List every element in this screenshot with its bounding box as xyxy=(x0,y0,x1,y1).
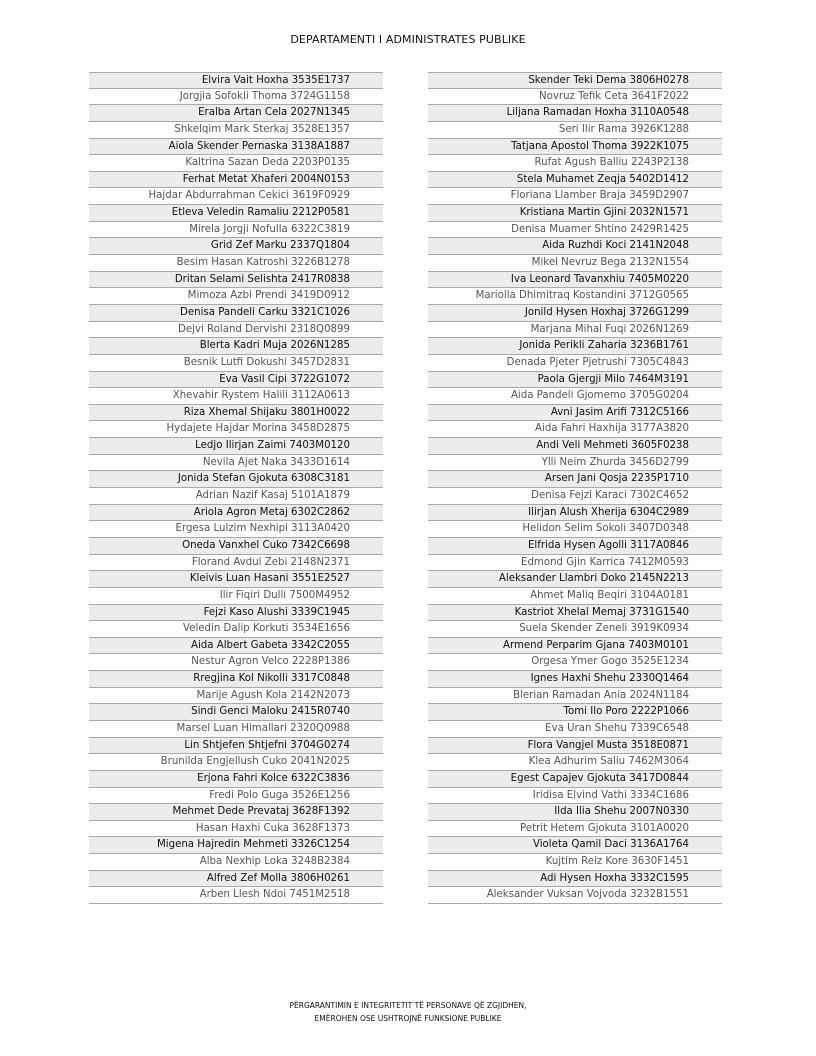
list-item: Rregjina Kol Nikolli 3317C0848 xyxy=(89,671,383,688)
list-item: Dritan Selami Selishta 2417R0838 xyxy=(89,272,383,289)
list-item: Xhevahir Rystem Halili 3112A0613 xyxy=(89,388,383,405)
footer-line-1: PËRGARANTIMIN E INTEGRITETIT TË PERSONAVE QË ZGJIDHEN, xyxy=(289,1001,527,1010)
list-item: Stela Muhamet Zeqja 5402D1412 xyxy=(428,172,722,189)
list-item: Andi Veli Mehmeti 3605F0238 xyxy=(428,438,722,455)
list-item: Besim Hasan Katroshi 3226B1278 xyxy=(89,255,383,272)
list-item: Alba Nexhip Loka 3248B2384 xyxy=(89,854,383,871)
list-item: Blerta Kadri Muja 2026N1285 xyxy=(89,338,383,355)
list-item: Denisa Fejzi Karaci 7302C4652 xyxy=(428,488,722,505)
list-item: Denisa Pandeli Carku 3321C1026 xyxy=(89,305,383,322)
footer-line-2: EMËROHEN OSE USHTROJNË FUNKSIONE PUBLIKE xyxy=(314,1014,502,1023)
list-item: Shkelqim Mark Sterkaj 3528E1357 xyxy=(89,122,383,139)
list-item: Petrit Hetem Gjokuta 3101A0020 xyxy=(428,821,722,838)
list-item: Ilirjan Alush Xherija 6304C2989 xyxy=(428,505,722,522)
list-item: Nevila Ajet Naka 3433D1614 xyxy=(89,455,383,472)
list-item: Jonild Hysen Hoxhaj 3726G1299 xyxy=(428,305,722,322)
list-item: Rufat Agush Balliu 2243P2138 xyxy=(428,155,722,172)
list-item: Orgesa Ymer Gogo 3525E1234 xyxy=(428,654,722,671)
left-name-column xyxy=(89,72,383,904)
list-item: Eva Vasil Cipi 3722G1072 xyxy=(89,372,383,389)
list-item: Blerian Ramadan Ania 2024N1184 xyxy=(428,688,722,705)
list-item: Adrian Nazif Kasaj 5101A1879 xyxy=(89,488,383,505)
list-item: Hydajete Hajdar Morina 3458D2875 xyxy=(89,421,383,438)
list-item: Liljana Ramadan Hoxha 3110A0548 xyxy=(428,105,722,122)
list-item: Mariolla Dhimitraq Kostandini 3712G0565 xyxy=(428,288,722,305)
list-item: Aida Albert Gabeta 3342C2055 xyxy=(89,638,383,655)
list-item: Riza Xhemal Shijaku 3801H0022 xyxy=(89,405,383,422)
list-item: Grid Zef Marku 2337Q1804 xyxy=(89,238,383,255)
list-item: Arben Llesh Ndoi 7451M2518 xyxy=(89,887,383,904)
list-item: Paola Gjergji Milo 7464M3191 xyxy=(428,372,722,389)
list-item: Tomi Ilo Poro 2222P1066 xyxy=(428,704,722,721)
list-item: Klea Adhurim Saliu 7462M3064 xyxy=(428,754,722,771)
list-item: Ignes Haxhi Shehu 2330Q1464 xyxy=(428,671,722,688)
list-item: Brunilda Engjellush Cuko 2041N2025 xyxy=(89,754,383,771)
list-item: Iva Leonard Tavanxhiu 7405M0220 xyxy=(428,272,722,289)
list-item: Ledjo Ilirjan Zaimi 7403M0120 xyxy=(89,438,383,455)
list-item: Avni Jasim Arifi 7312C5166 xyxy=(428,405,722,422)
list-item: Kaltrina Sazan Deda 2203P0135 xyxy=(89,155,383,172)
list-item: Kastriot Xhelal Memaj 3731G1540 xyxy=(428,605,722,622)
list-item: Alfred Zef Molla 3806H0261 xyxy=(89,871,383,888)
list-item: Etleva Veledin Ramaliu 2212P0581 xyxy=(89,205,383,222)
list-item: Oneda Vanxhel Cuko 7342C6698 xyxy=(89,538,383,555)
list-item: Aida Fahri Haxhija 3177A3820 xyxy=(428,421,722,438)
page-title: DEPARTAMENTI I ADMINISTRATES PUBLIKE xyxy=(290,33,526,46)
list-item: Denisa Muamer Shtino 2429R1425 xyxy=(428,222,722,239)
list-item: Helidon Selim Sokoli 3407D0348 xyxy=(428,521,722,538)
list-item: Jonida Perikli Zaharia 3236B1761 xyxy=(428,338,722,355)
list-item: Lin Shtjefen Shtjefni 3704G0274 xyxy=(89,738,383,755)
list-item: Tatjana Apostol Thoma 3922K1075 xyxy=(428,139,722,156)
list-item: Florand Avdul Zebi 2148N2371 xyxy=(89,555,383,572)
list-item: Mikel Nevruz Bega 2132N1554 xyxy=(428,255,722,272)
list-item: Ylli Neim Zhurda 3456D2799 xyxy=(428,455,722,472)
list-item: Nestur Agron Velco 2228P1386 xyxy=(89,654,383,671)
list-item: Kleivis Luan Hasani 3551E2527 xyxy=(89,571,383,588)
list-item: Novruz Tefik Ceta 3641F2022 xyxy=(428,89,722,106)
list-item: Ergesa Lulzim Nexhipi 3113A0420 xyxy=(89,521,383,538)
list-item: Iridisa Elvind Vathi 3334C1686 xyxy=(428,788,722,805)
list-item: Erjona Fahri Kolce 6322C3836 xyxy=(89,771,383,788)
list-item: Aida Pandeli Gjomemo 3705G0204 xyxy=(428,388,722,405)
list-item: Suela Skender Zeneli 3919K0934 xyxy=(428,621,722,638)
list-item: Kujtim Reiz Kore 3630F1451 xyxy=(428,854,722,871)
list-item: Kristiana Martin Gjini 2032N1571 xyxy=(428,205,722,222)
list-item: Denada Pjeter Pjetrushi 7305C4843 xyxy=(428,355,722,372)
list-item: Marsel Luan Himallari 2320Q0988 xyxy=(89,721,383,738)
list-item: Jonida Stefan Gjokuta 6308C3181 xyxy=(89,471,383,488)
list-item: Edmond Gjin Karrica 7412M0593 xyxy=(428,555,722,572)
list-item: Ilda Ilia Shehu 2007N0330 xyxy=(428,804,722,821)
list-item: Egest Capajev Gjokuta 3417D0844 xyxy=(428,771,722,788)
list-item: Elvira Vait Hoxha 3535E1737 xyxy=(89,72,383,89)
page-footer xyxy=(0,999,816,1025)
list-item: Hajdar Abdurrahman Cekici 3619F0929 xyxy=(89,188,383,205)
list-item: Skender Teki Dema 3806H0278 xyxy=(428,72,722,89)
list-item: Jorgjia Sofokli Thoma 3724G1158 xyxy=(89,89,383,106)
list-item: Seri Ilir Rama 3926K1288 xyxy=(428,122,722,139)
list-item: Hasan Haxhi Cuka 3628F1373 xyxy=(89,821,383,838)
list-item: Fejzi Kaso Alushi 3339C1945 xyxy=(89,605,383,622)
list-item: Besnik Lutfi Dokushi 3457D2831 xyxy=(89,355,383,372)
list-item: Ariola Agron Metaj 6302C2862 xyxy=(89,505,383,522)
list-item: Aiola Skender Pernaska 3138A1887 xyxy=(89,139,383,156)
list-item: Aleksander Llambri Doko 2145N2213 xyxy=(428,571,722,588)
list-item: Marije Agush Kola 2142N2073 xyxy=(89,688,383,705)
list-item: Armend Perparim Gjana 7403M0101 xyxy=(428,638,722,655)
list-item: Eva Uran Shehu 7339C6548 xyxy=(428,721,722,738)
list-item: Violeta Qamil Daci 3136A1764 xyxy=(428,837,722,854)
list-item: Mehmet Dede Prevataj 3628F1392 xyxy=(89,804,383,821)
list-item: Elfrida Hysen Agolli 3117A0846 xyxy=(428,538,722,555)
list-item: Migena Hajredin Mehmeti 3326C1254 xyxy=(89,837,383,854)
list-item: Flora Vangjel Musta 3518E0871 xyxy=(428,738,722,755)
list-item: Fredi Polo Guga 3526E1256 xyxy=(89,788,383,805)
list-item: Sindi Genci Maloku 2415R0740 xyxy=(89,704,383,721)
list-item: Aleksander Vuksan Vojvoda 3232B1551 xyxy=(428,887,722,904)
list-item: Eralba Artan Cela 2027N1345 xyxy=(89,105,383,122)
list-item: Adi Hysen Hoxha 3332C1595 xyxy=(428,871,722,888)
list-item: Floriana Llamber Braja 3459D2907 xyxy=(428,188,722,205)
list-item: Aida Ruzhdi Koci 2141N2048 xyxy=(428,238,722,255)
right-name-column xyxy=(428,72,722,904)
list-item: Mirela Jorgji Nofulla 6322C3819 xyxy=(89,222,383,239)
list-item: Arsen Jani Qosja 2235P1710 xyxy=(428,471,722,488)
list-item: Dejvi Roland Dervishi 2318Q0899 xyxy=(89,322,383,339)
list-item: Ferhat Metat Xhaferi 2004N0153 xyxy=(89,172,383,189)
list-item: Veledin Dalip Korkuti 3534E1656 xyxy=(89,621,383,638)
list-item: Marjana Mihal Fuqi 2026N1269 xyxy=(428,322,722,339)
list-item: Ilir Fiqiri Dulli 7500M4952 xyxy=(89,588,383,605)
list-item: Mimoza Azbi Prendi 3419D0912 xyxy=(89,288,383,305)
list-item: Ahmet Maliq Beqiri 3104A0181 xyxy=(428,588,722,605)
